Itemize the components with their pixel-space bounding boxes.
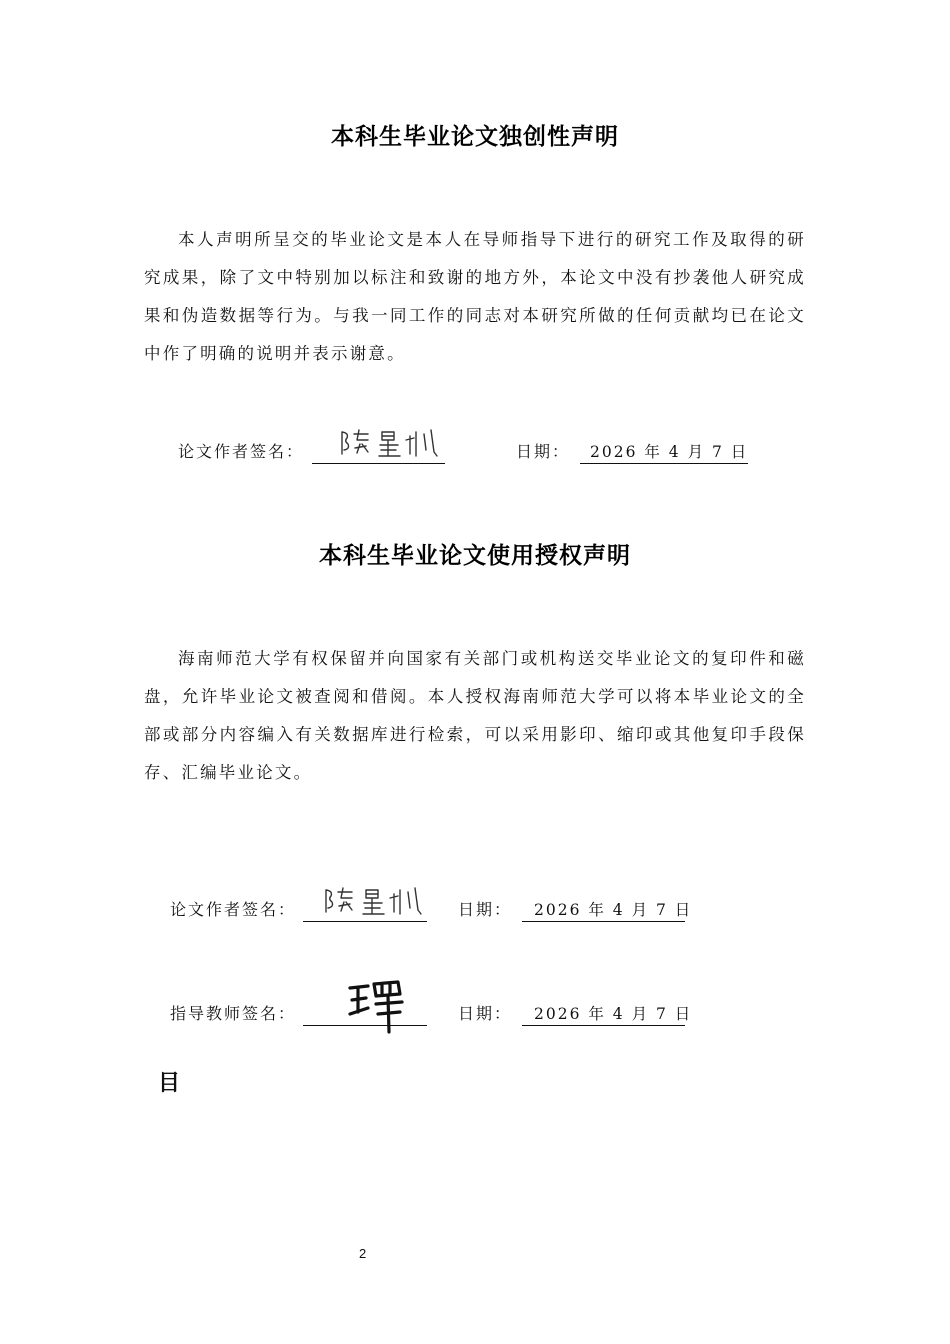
- date-label: 日期：: [458, 1004, 513, 1023]
- originality-declaration-title: 本科生毕业论文独创性声明: [331, 124, 619, 150]
- advisor-handwritten-signature: [346, 978, 410, 1036]
- authorization-statement-body: 海南师范大学有权保留并向国家有关部门或机构送交毕业论文的复印件和磁盘，允许毕业论文被查阅和借阅。本人授权海南师范大学可以将本毕业论文的全部或部分内容编入有关数据库进行检索，可以采用影印、缩印或其他复印手段保存、汇编毕业论文。: [144, 649, 806, 782]
- advisor-sign-label: 指导教师签名：: [170, 1004, 297, 1023]
- authorization-author-signature-row: [170, 882, 693, 922]
- table-of-contents-heading: 目: [158, 1071, 181, 1096]
- date-value: 2026 年 4 月 7 日: [534, 1005, 693, 1023]
- authorization-statement-title: 本科生毕业论文使用授权声明: [319, 543, 631, 569]
- author-sign-label: 论文作者签名：: [170, 900, 297, 919]
- author-handwritten-signature: [322, 884, 432, 918]
- author-sign-label: 论文作者签名：: [178, 442, 305, 461]
- date-label: 日期：: [516, 442, 571, 461]
- author-handwritten-signature: [338, 426, 448, 460]
- page-number: 2: [359, 1246, 367, 1261]
- originality-signature-row: [178, 424, 758, 464]
- date-value: 2026 年 4 月 7 日: [590, 443, 749, 461]
- originality-declaration-body: 本人声明所呈交的毕业论文是本人在导师指导下进行的研究工作及取得的研究成果，除了文中特别加以标注和致谢的地方外，本论文中没有抄袭他人研究成果和伪造数据等行为。与我一同工作的同志对本研究所做的任何贡献均已在论文中作了明确的说明并表示谢意。: [144, 230, 806, 363]
- authorization-advisor-signature-row: [170, 986, 693, 1026]
- date-value: 2026 年 4 月 7 日: [534, 901, 693, 919]
- date-label: 日期：: [458, 900, 513, 919]
